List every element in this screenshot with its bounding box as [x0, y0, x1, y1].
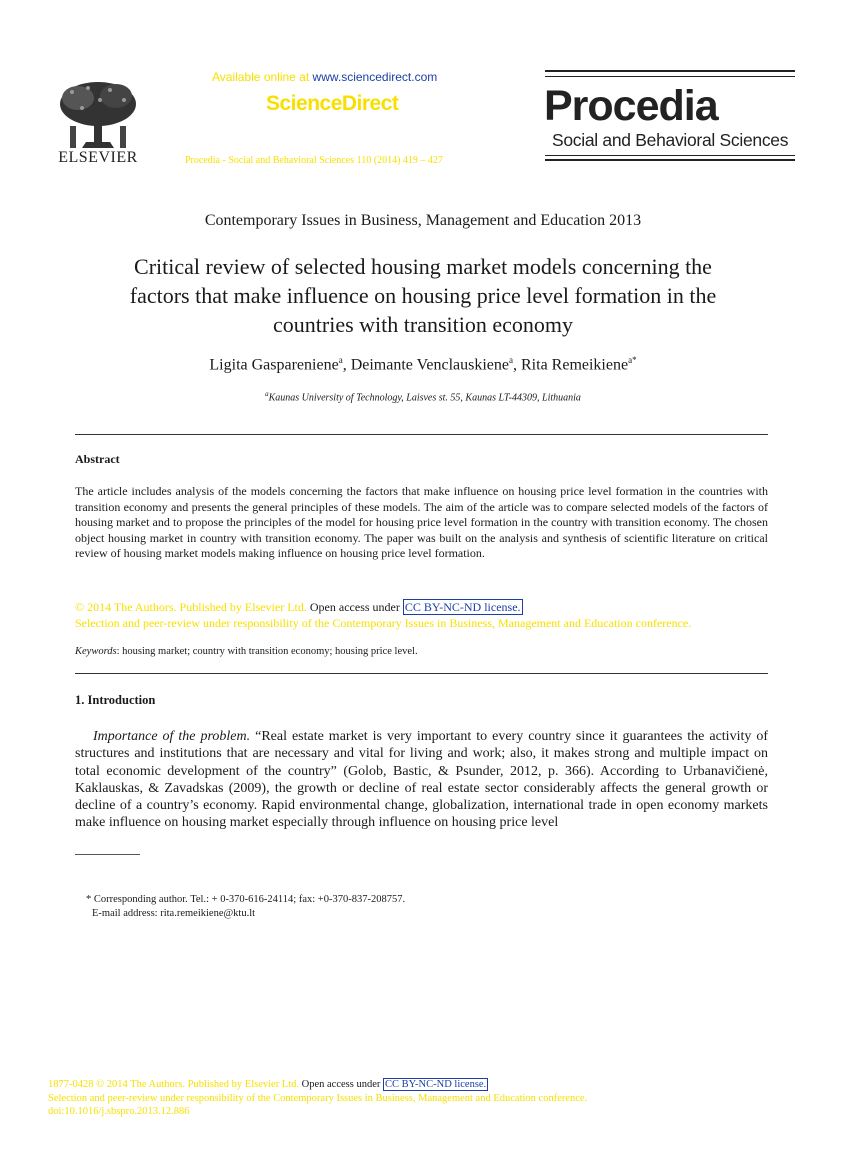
procedia-rule: [545, 159, 795, 161]
footer-open-access: Open access under: [299, 1079, 383, 1090]
procedia-rule: [545, 76, 795, 77]
author-affiliation-mark: a: [338, 355, 343, 365]
page-footer: [48, 1078, 587, 1119]
license-link[interactable]: CC BY-NC-ND license.: [404, 600, 521, 614]
introduction-heading: 1. Introduction: [75, 693, 156, 707]
paper-title: [60, 252, 786, 339]
title-line: Critical review of selected housing market models concerning the: [134, 254, 712, 279]
author-name: Rita Remeikiene: [521, 356, 629, 374]
open-access-text: Open access under: [306, 600, 403, 614]
author-email: E-mail address: rita.remeikiene@ktu.lt: [92, 908, 256, 919]
sciencedirect-logo: ScienceDirect: [266, 92, 399, 115]
sciencedirect-url-link[interactable]: www.sciencedirect.com: [312, 70, 438, 84]
section-divider: [75, 673, 768, 674]
footer-doi[interactable]: doi:10.1016/j.sbspro.2013.12.886: [48, 1106, 190, 1117]
keywords-text: : housing market; country with transition economy; housing price level.: [116, 646, 418, 657]
footer-copyright: 1877-0428 © 2014 The Authors. Published by Elsevier Ltd.: [48, 1079, 300, 1090]
author-affiliation-mark: a: [509, 355, 513, 365]
affiliation-mark: a: [265, 390, 269, 398]
author-separator: ,: [342, 356, 351, 374]
procedia-logo-title: Procedia: [544, 82, 718, 130]
footnote-rule: [75, 854, 140, 855]
introduction-body: “Real estate market is very important to every country since it guarantees the activity of structures and institutions that are necessary and vital for living and work; also, it makes strong and multiple impact on total economic development of the country” (Golob, Bastic, & Psunder, 2012, p. 366). According to Urbanavičienė, Kaklauskas, & Zavadskas (2009), the growth or decline of real estate sector considerably affects the general growth or decline of a country’s economy. Rapid environmental change, globalization, international trade in open economy markets make influence on housing market especially through influence on housing price level: [75, 729, 768, 831]
peer-review-text: Selection and peer-review under responsibility of the Contemporary Issues in Business, Management and Education conference.: [75, 615, 692, 630]
section-divider: [75, 434, 768, 435]
title-line: countries with transition economy: [273, 312, 573, 337]
author-name: Deimante Venclauskiene: [350, 356, 509, 374]
introduction-paragraph: [75, 728, 768, 832]
publisher-name: ELSEVIER: [58, 149, 138, 166]
author-affiliation-mark: a*: [628, 355, 637, 365]
affiliation: [0, 390, 846, 403]
conference-name: Contemporary Issues in Business, Management and Education 2013: [204, 212, 642, 229]
corresponding-author: * Corresponding author. Tel.: + 0-370-616-24114; fax: +0-370-837-208757.: [86, 894, 406, 905]
author-separator: ,: [513, 356, 521, 374]
keywords-label: Keywords: [75, 646, 117, 657]
procedia-rule: [545, 70, 795, 72]
abstract-copyright: [75, 600, 768, 631]
procedia-logo-subtitle: Social and Behavioral Sciences: [552, 130, 789, 150]
title-line: factors that make influence on housing price level formation in the: [129, 283, 717, 308]
introduction-lead: Importance of the problem.: [93, 729, 251, 744]
affiliation-text: Kaunas University of Technology, Laisves st. 55, Kaunas LT-44309, Lithuania: [268, 392, 581, 404]
author-list: [0, 355, 846, 374]
abstract-heading: Abstract: [75, 452, 120, 466]
keywords: [75, 646, 768, 657]
available-prefix: Available online at: [212, 70, 313, 84]
footnote: [86, 893, 405, 921]
copyright-text: © 2014 The Authors. Published by Elsevier Ltd.: [75, 600, 307, 614]
journal-citation: Procedia - Social and Behavioral Sciences 110 (2014) 419 – 427: [185, 155, 443, 166]
procedia-rule: [545, 155, 795, 156]
abstract-text: The article includes analysis of the models concerning the factors that make influence on housing price level formation in the countries with transition economy and presents the general principles of these models. The aim of the article was to compare selected models of the factors of housing market and to propose the principles of the model for housing price level formation in the country with transition economy. The chosen object housing market in country with transition economy. The paper was built on the analysis and synthesis of scientific literature on critical review of housing market models making influence on housing price level formation.: [75, 484, 768, 560]
footer-license-link[interactable]: CC BY-NC-ND license.: [384, 1079, 487, 1090]
footer-peer-review: Selection and peer-review under responsibility of the Contemporary Issues in Business, Management and Education conference.: [48, 1092, 588, 1104]
author-name: Ligita Gaspareniene: [209, 356, 339, 374]
available-online-line: [212, 70, 437, 84]
